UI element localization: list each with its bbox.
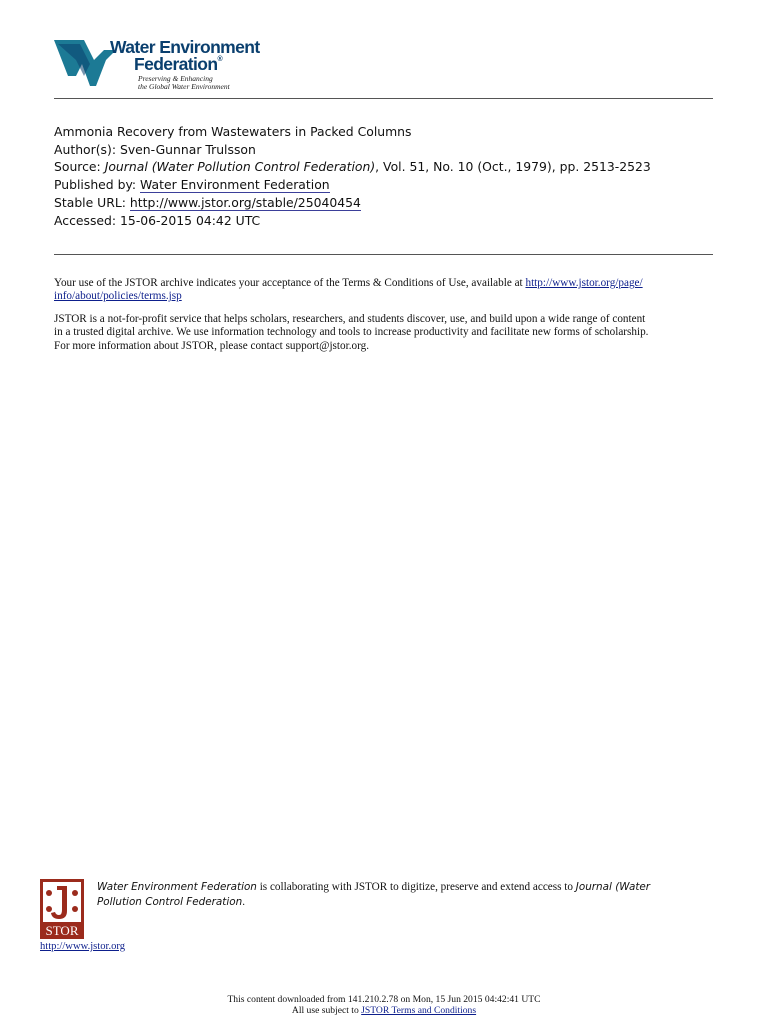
collab-journal-a: Journal (Water [575, 881, 651, 893]
wef-logo [54, 36, 274, 96]
publisher-link[interactable]: Water Environment Federation [140, 177, 330, 193]
logo-text-line2: Federation® [134, 54, 223, 74]
article-title: Ammonia Recovery from Wastewaters in Packed Columns [54, 124, 412, 139]
accessed-value: 15-06-2015 04:42 UTC [120, 212, 261, 228]
registered-mark: ® [217, 56, 223, 63]
download-footer [0, 994, 768, 1017]
top-divider [54, 98, 713, 99]
jstor-logo[interactable] [40, 879, 84, 939]
wave-logo-icon [54, 40, 116, 88]
collaboration-notice: Water Environment Federation is collaborating with JSTOR to digitize, preserve and extend access to Journal (Water Pollution Control Federation. [97, 881, 651, 908]
jstor-logo-icon [40, 879, 84, 939]
source-journal: Journal (Water Pollution Control Federation) [104, 159, 376, 175]
citation-block [54, 123, 734, 229]
source-line: Source: Journal (Water Pollution Control Federation), Vol. 51, No. 10 (Oct., 1979), pp. 2513-2523 [54, 159, 651, 175]
jstor-terms-link[interactable]: JSTOR Terms and Conditions [361, 1005, 477, 1017]
collab-publisher: Water Environment Federation [97, 881, 257, 893]
jstor-info-paragraph: JSTOR is a not-for-profit service that helps scholars, researchers, and students discover, use, and build upon a wide range of content in a trusted digital archive. We use information technology and tools to increase productivity and facilitate new forms of scholarship. For more information about JSTOR, please contact support@jstor.org. [54, 312, 649, 352]
logo-tagline-1: Preserving & Enhancing [138, 74, 213, 83]
logo-text-line1: Water Environment [110, 37, 260, 57]
stable-url-link[interactable]: http://www.jstor.org/stable/25040454 [129, 194, 361, 210]
logo-tagline-2: the Global Water Environment [138, 81, 230, 91]
middle-divider [54, 254, 713, 255]
jstor-home-link[interactable] [40, 941, 125, 952]
terms-line: All use subject to JSTOR Terms and Conditions [291, 1005, 477, 1017]
jstor-url[interactable]: http://www.jstor.org [40, 941, 126, 952]
stable-url-line: Stable URL: http://www.jstor.org/stable/25040454 [54, 194, 361, 210]
terms-link-part1[interactable]: http://www.jstor.org/page/ [525, 277, 643, 289]
accessed-line: Accessed: 15-06-2015 04:42 UTC [54, 212, 261, 228]
source-details: , Vol. 51, No. 10 (Oct., 1979), pp. 2513-2523 [375, 159, 651, 175]
authors-line: Author(s): Sven-Gunnar Trulsson [54, 141, 256, 157]
publisher-line: Published by: Water Environment Federation [54, 177, 330, 193]
terms-paragraph: Your use of the JSTOR archive indicates your acceptance of the Terms & Conditions of Use, available at http://www.jstor.org/page/ info/about/policies/terms.jsp [54, 277, 643, 303]
terms-section [54, 277, 714, 362]
logo-tagline [138, 75, 230, 90]
terms-link-part2[interactable]: info/about/policies/terms.jsp [54, 290, 182, 303]
authors-value: Sven-Gunnar Trulsson [119, 141, 256, 157]
collab-journal-b: Pollution Control Federation [97, 895, 243, 908]
jstor-logo-text: STOR [45, 923, 79, 938]
download-info: This content downloaded from 141.210.2.78 on Mon, 15 Jun 2015 04:42:41 UTC [227, 994, 541, 1005]
